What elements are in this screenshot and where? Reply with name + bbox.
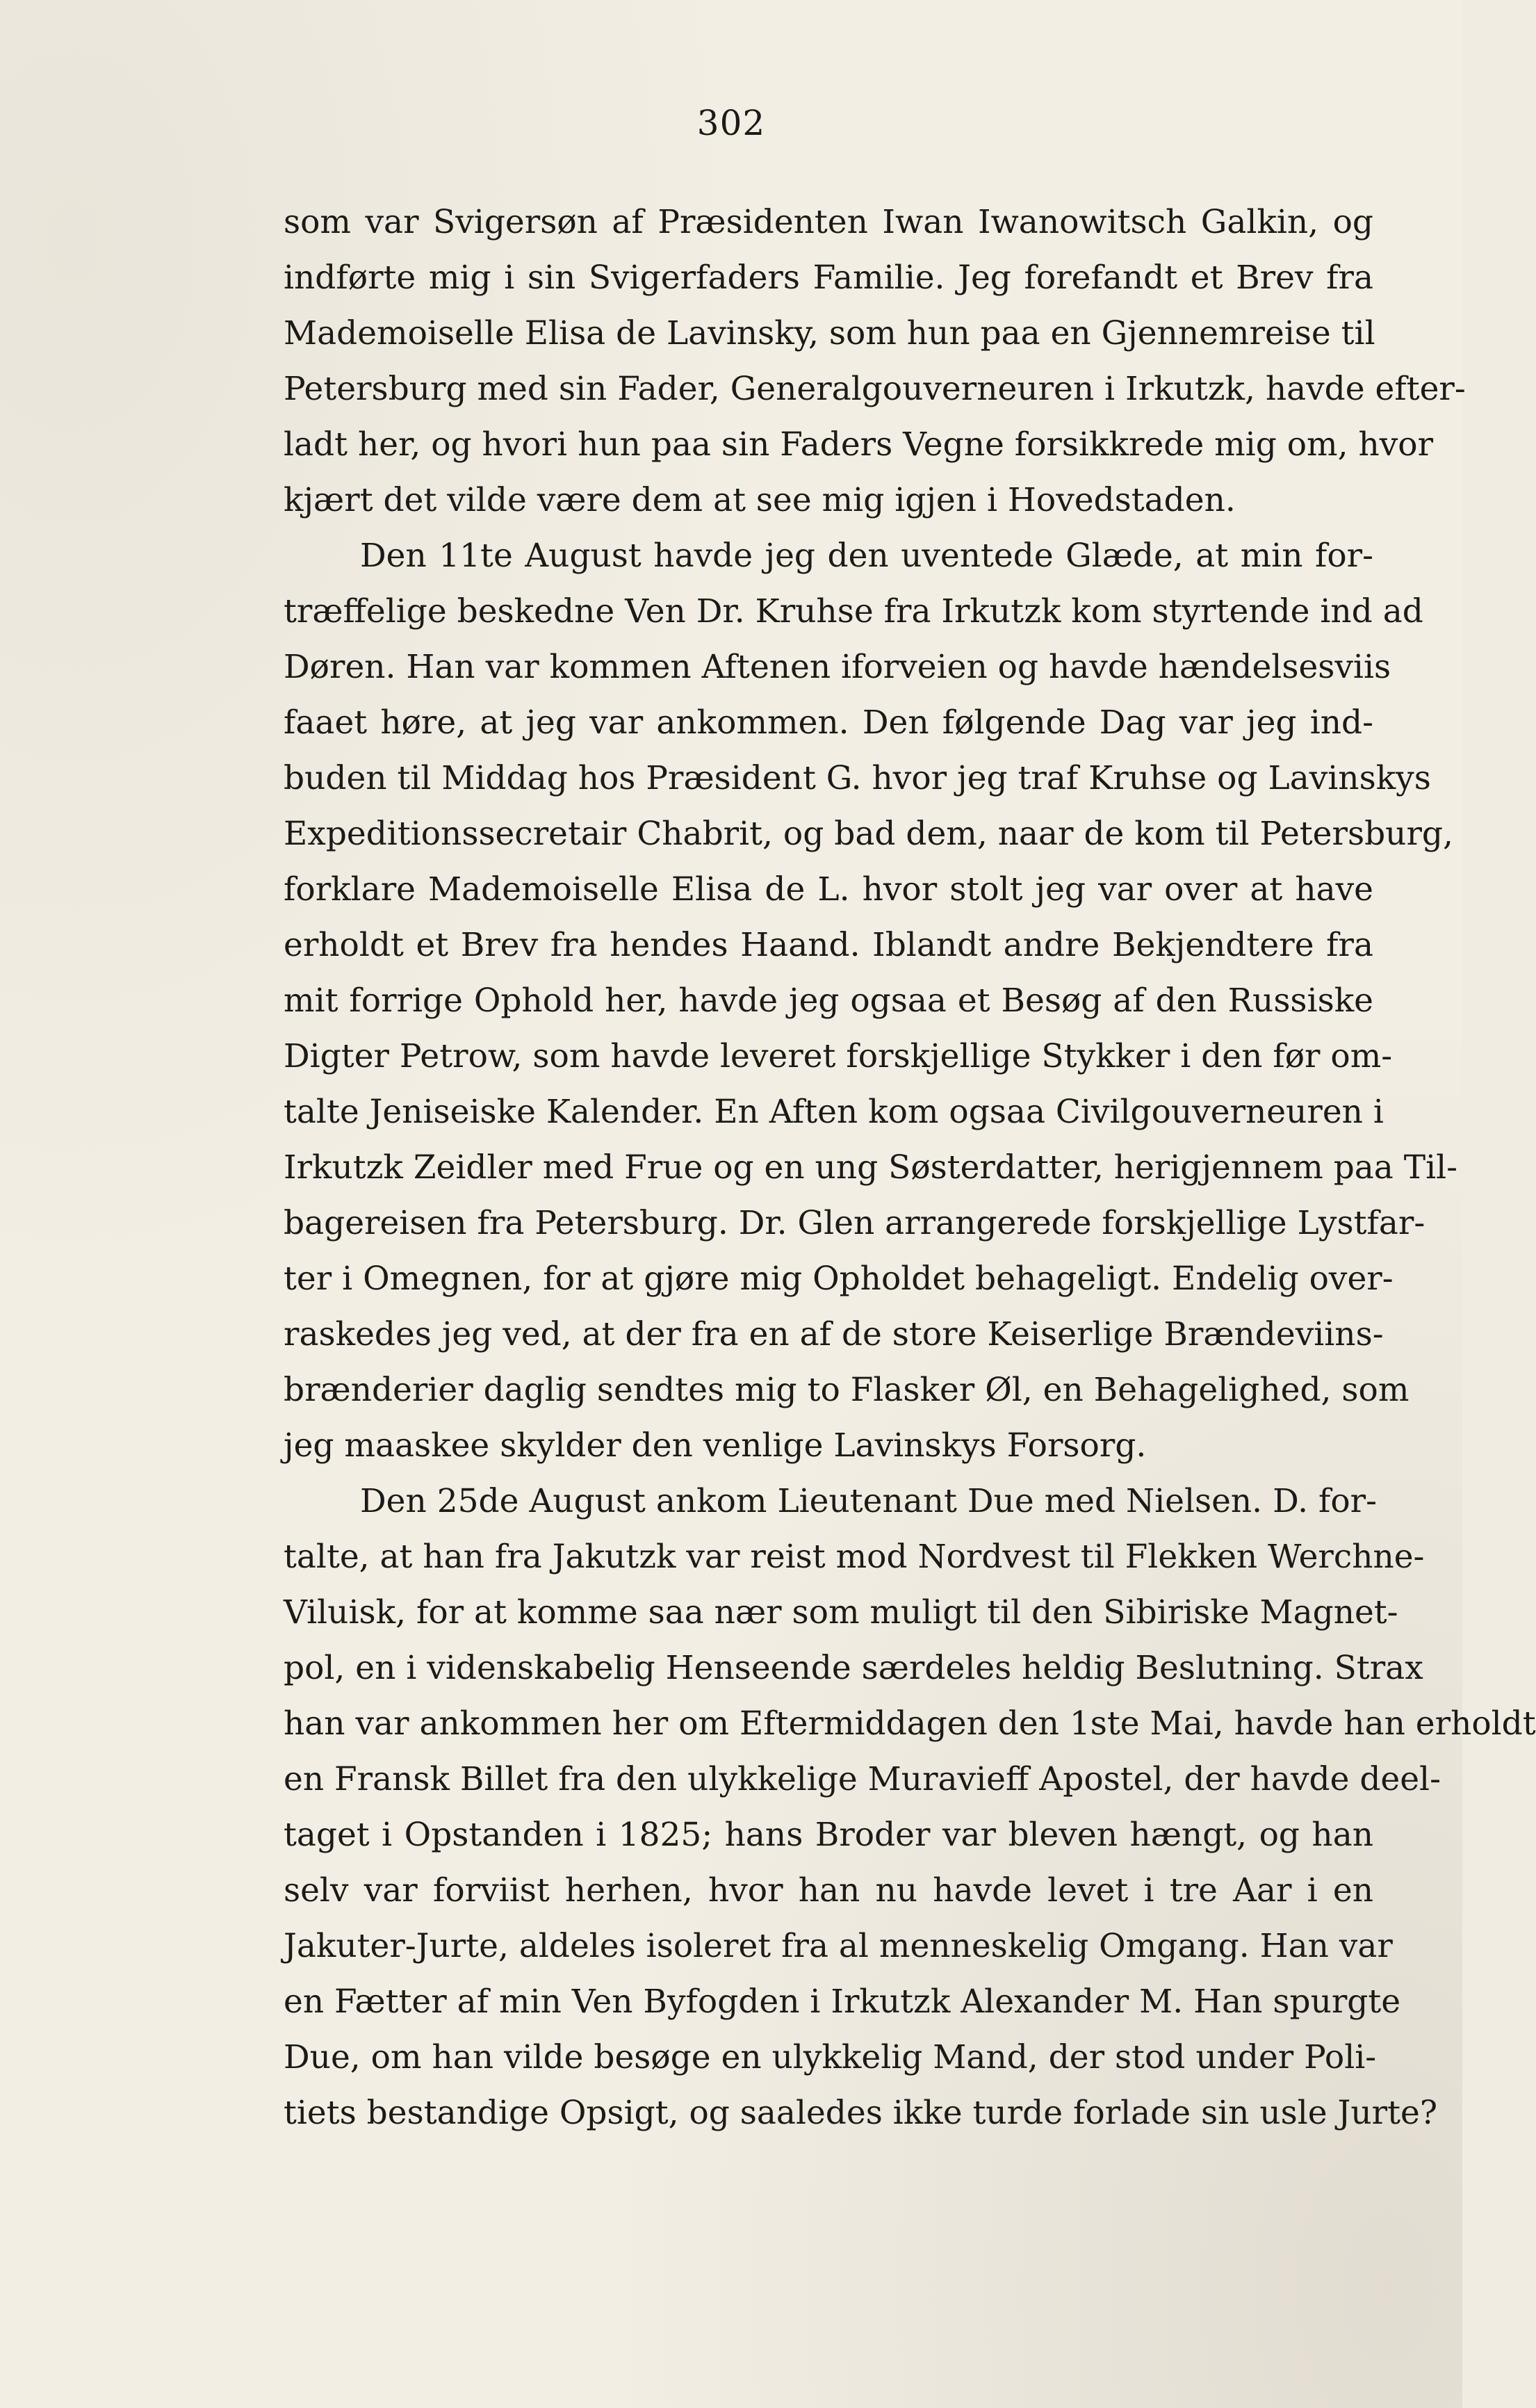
text-line: indførte mig i sin Svigerfaders Familie. Jeg forefandt et Brev fra	[284, 259, 1373, 297]
text-line: talte, at han fra Jakutzk var reist mod Nordvest til Flekken Werchne-	[284, 1538, 1425, 1576]
text-line: en Fætter af min Ven Byfogden i Irkutzk Alexander M. Han spurgte	[284, 1983, 1401, 2021]
text-line: Mademoiselle Elisa de Lavinsky, som hun paa en Gjennemreise til	[284, 314, 1375, 352]
text-line: Den 11te August havde jeg den uventede Glæde, at min for-	[360, 537, 1373, 575]
text-line: raskedes jeg ved, at der fra en af de store Keiserlige Brændeviins-	[284, 1315, 1384, 1353]
text-line: ladt her, og hvori hun paa sin Faders Vegne forsikkrede mig om, hvor	[284, 425, 1434, 464]
text-line: taget i Opstanden i 1825; hans Broder var bleven hængt, og han	[284, 1816, 1373, 1854]
text-line: talte Jeniseiske Kalender. En Aften kom ogsaa Civilgouverneuren i	[284, 1093, 1384, 1131]
text-line: Digter Petrow, som havde leveret forskjellige Stykker i den før om-	[284, 1037, 1393, 1075]
text-line: brænderier daglig sendtes mig to Flasker Øl, en Behagelighed, som	[284, 1371, 1410, 1409]
text-line: Jakuter-Jurte, aldeles isoleret fra al menneskelig Omgang. Han var	[284, 1927, 1393, 1965]
text-line: selv var forviist herhen, hvor han nu havde levet i tre Aar i en	[284, 1871, 1373, 1910]
text-line: træffelige beskedne Ven Dr. Kruhse fra Irkutzk kom styrtende ind ad	[284, 592, 1423, 631]
text-line: erholdt et Brev fra hendes Haand. Iblandt andre Bekjendtere fra	[284, 926, 1373, 964]
text-line: Due, om han vilde besøge en ulykkelig Mand, der stod under Poli-	[284, 2038, 1377, 2076]
text-line: Den 25de August ankom Lieutenant Due med Nielsen. D. for-	[360, 1482, 1377, 1520]
text-line: Døren. Han var kommen Aftenen iforveien og havde hændelsesviis	[284, 648, 1391, 686]
text-line: Viluisk, for at komme saa nær som muligt til den Sibiriske Magnet-	[284, 1593, 1398, 1632]
text-line: han var ankommen her om Eftermiddagen den 1ste Mai, havde han erholdt	[284, 1705, 1536, 1743]
text-line: bagereisen fra Petersburg. Dr. Glen arrangerede forskjellige Lystfar-	[284, 1204, 1425, 1242]
text-line: mit forrige Ophold her, havde jeg ogsaa et Besøg af den Russiske	[284, 982, 1373, 1020]
text-line: tiets bestandige Opsigt, og saaledes ikke turde forlade sin usle Jurte?	[284, 2094, 1438, 2132]
text-line: ter i Omegnen, for at gjøre mig Opholdet behageligt. Endelig over-	[284, 1260, 1394, 1298]
body-text	[284, 195, 1536, 2141]
text-line: en Fransk Billet fra den ulykkelige Muravieff Apostel, der havde deel-	[284, 1760, 1441, 1798]
text-line: Petersburg med sin Fader, Generalgouverneuren i Irkutzk, havde efter-	[284, 370, 1466, 408]
text-line: Irkutzk Zeidler med Frue og en ung Søsterdatter, herigjennem paa Til-	[284, 1148, 1458, 1187]
text-line: jeg maaskee skylder den venlige Lavinskys Forsorg.	[284, 1426, 1147, 1465]
text-line: pol, en i videnskabelig Henseende særdeles heldig Beslutning. Strax	[284, 1649, 1423, 1687]
text-line: Expeditionssecretair Chabrit, og bad dem, naar de kom til Petersburg,	[284, 815, 1453, 853]
text-line: faaet høre, at jeg var ankommen. Den følgende Dag var jeg ind-	[284, 703, 1373, 742]
page-number: 302	[696, 103, 766, 143]
text-line: som var Svigersøn af Præsidenten Iwan Iwanowitsch Galkin, og	[284, 203, 1373, 241]
text-line: forklare Mademoiselle Elisa de L. hvor stolt jeg var over at have	[284, 870, 1373, 909]
text-line: kjært det vilde være dem at see mig igjen i Hovedstaden.	[284, 481, 1236, 519]
text-line: buden til Middag hos Præsident G. hvor jeg traf Kruhse og Lavinskys	[284, 759, 1431, 797]
